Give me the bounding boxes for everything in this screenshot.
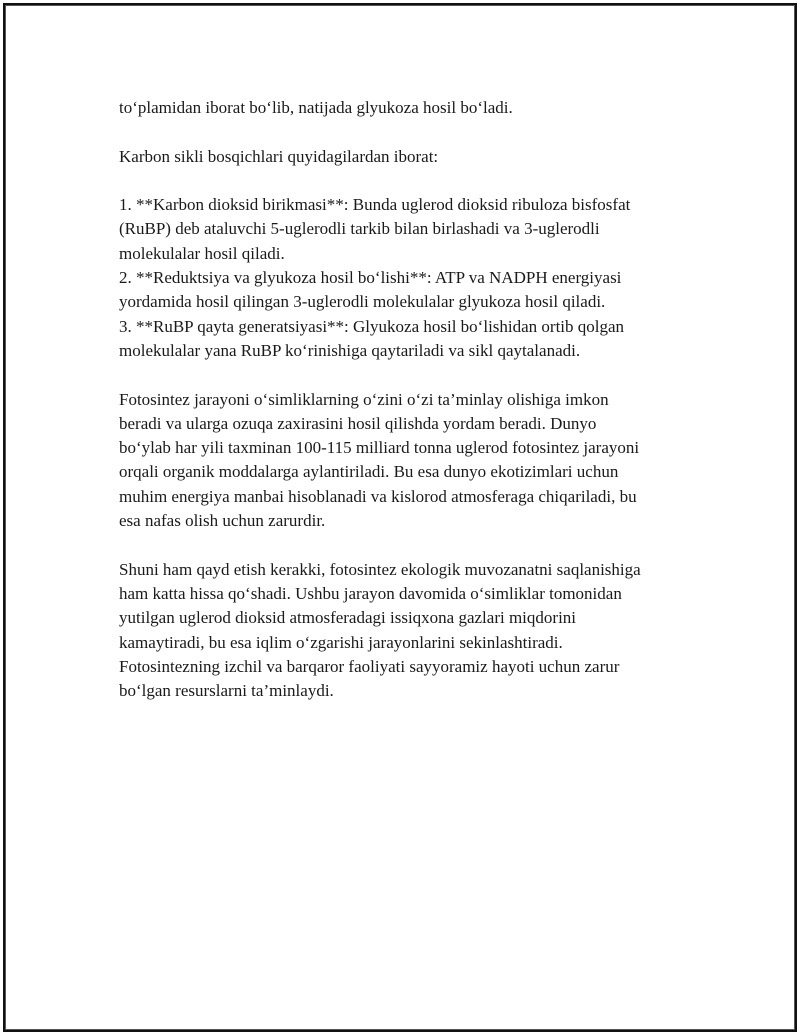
section-heading: Karbon sikli bosqichlari quyidagilardan iborat:: [119, 146, 439, 166]
document-body: [119, 96, 699, 703]
paragraph-line: muhim energiya manbai hisoblanadi va kislorod atmosferaga chiqariladi, bu: [119, 486, 637, 506]
text-line: to‘plamidan iborat bo‘lib, natijada glyukoza hosil bo‘ladi.: [119, 98, 513, 117]
list-item-1-line: 1. **Karbon dioksid birikmasi**: Bunda uglerod dioksid ribuloza bisfosfat: [119, 195, 631, 215]
paragraph-line: yutilgan uglerod dioksid atmosferadagi issiqxona gazlari miqdorini: [119, 608, 577, 628]
paragraph-line: kamaytiradi, bu esa iqlim o‘zgarishi jarayonlarini sekinlashtiradi.: [119, 632, 563, 652]
paragraph-gap: [119, 120, 699, 144]
paragraph-gap: [119, 169, 699, 193]
paragraph-line: bo‘ylab har yili taxminan 100-115 milliard tonna uglerod fotosintez jarayoni: [119, 438, 640, 458]
list-item-1-line: (RuBP) deb ataluvchi 5-uglerodli tarkib bilan birlashadi va 3-uglerodli: [119, 219, 600, 239]
paragraph-line: esa nafas olish uchun zarurdir.: [119, 511, 326, 531]
paragraph-gap: [119, 533, 699, 557]
list-item-2-line: yordamida hosil qilingan 3-uglerodli molekulalar glyukoza hosil qiladi.: [119, 292, 606, 312]
paragraph-gap: [119, 363, 699, 387]
list-item-3-line: molekulalar yana RuBP ko‘rinishiga qaytariladi va sikl qaytalanadi.: [119, 340, 581, 360]
paragraph-line: Fotosintez jarayoni o‘simliklarning o‘zini o‘zi ta’minlay olishiga imkon: [119, 389, 609, 409]
list-item-3-line: 3. **RuBP qayta generatsiyasi**: Glyukoza hosil bo‘lishidan ortib qolgan: [119, 316, 625, 336]
document-page: [3, 3, 797, 1032]
paragraph-line: Fotosintezning izchil va barqaror faoliyati sayyoramiz hayoti uchun zarur: [119, 656, 620, 676]
paragraph-line: ham katta hissa qo‘shadi. Ushbu jarayon davomida o‘simliklar tomonidan: [119, 583, 622, 603]
paragraph-line: beradi va ularga ozuqa zaxirasini hosil qilishda yordam beradi. Dunyo: [119, 413, 597, 433]
paragraph-line: Shuni ham qayd etish kerakki, fotosintez ekologik muvozanatni saqlanishiga: [119, 559, 641, 579]
paragraph-line: orqali organik moddalarga aylantiriladi. Bu esa dunyo ekotizimlari uchun: [119, 462, 619, 482]
list-item-2-line: 2. **Reduktsiya va glyukoza hosil bo‘lishi**: ATP va NADPH energiyasi: [119, 268, 622, 288]
paragraph-line: bo‘lgan resurslarni ta’minlaydi.: [119, 681, 334, 701]
list-item-1-line: molekulalar hosil qiladi.: [119, 243, 285, 263]
